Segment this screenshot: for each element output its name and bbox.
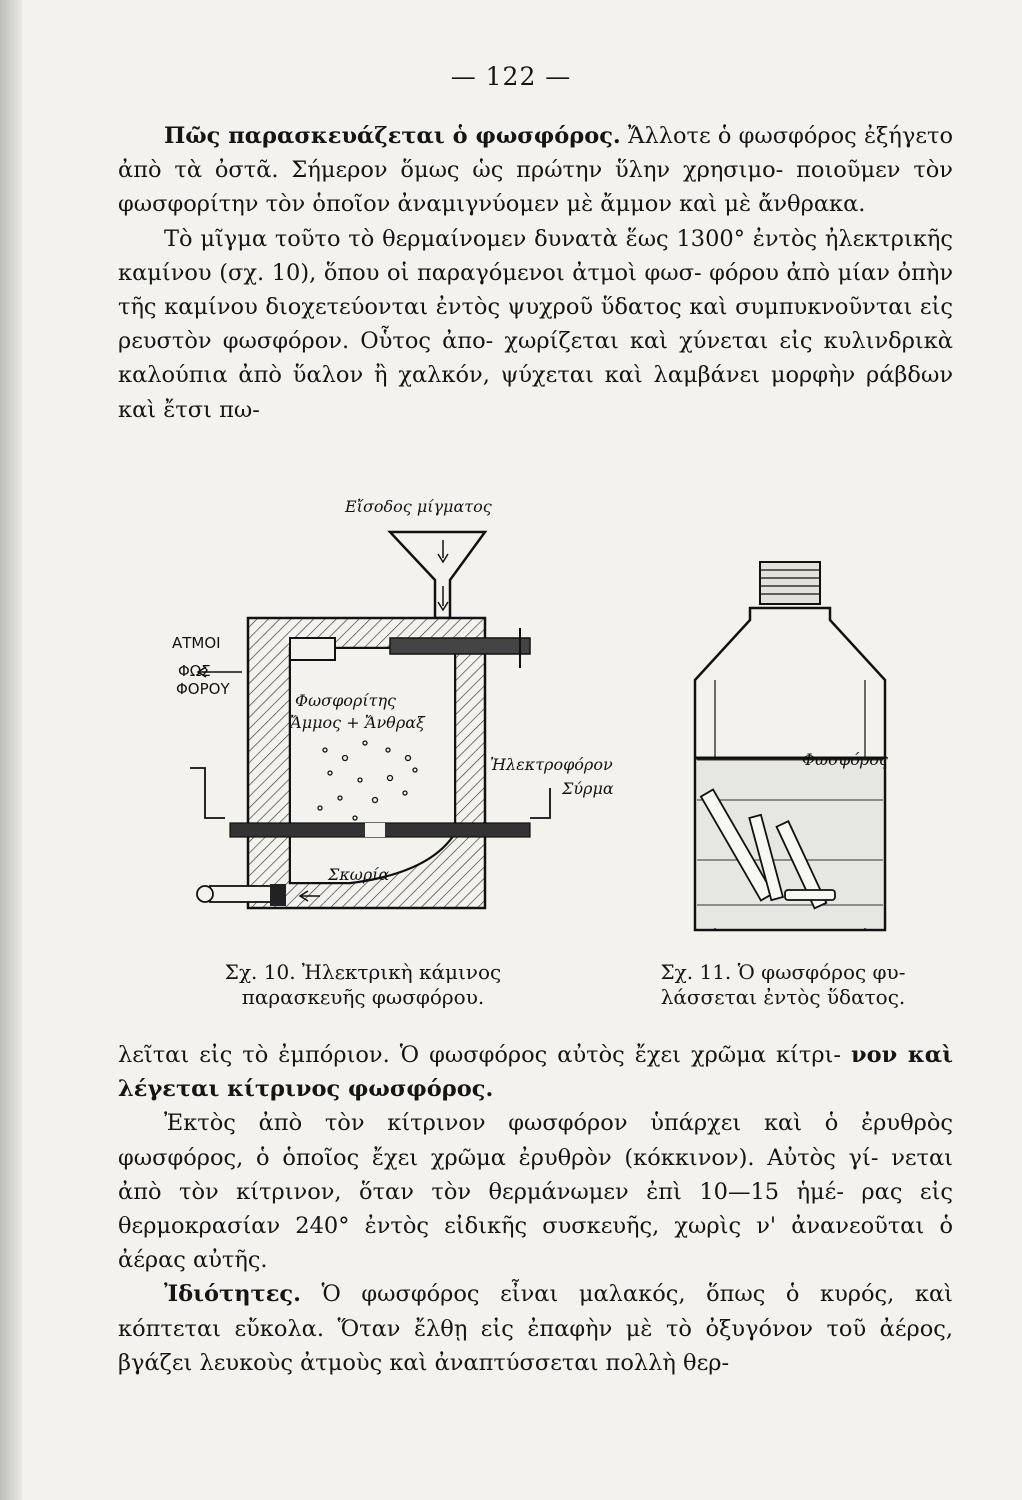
- caption-figure-11: Σχ. 11. Ὁ φωσφόρος φυ- λάσσεται ἐντὸς ὕδατος.: [660, 960, 906, 1009]
- funnel: [390, 532, 485, 618]
- text-block-bottom: [118, 1038, 953, 1380]
- paragraph-heating: Τὸ μῖγμα τοῦτο τὸ θερμαίνομεν δυνατὰ ἕως 1300° ἐντὸς ἠλεκτρικῆς καμίνου (σχ. 10), ὅπου οἱ παραγόμενοι ἀτμοὶ φωσ- φόρου ἀπὸ μίαν ὀπὴν τῆς καμίνου διοχετεύονται ἐντὸς ψυχροῦ ὕδατος καὶ συμπυκνοῦνται εἰς ρευστὸν φωσφόρον. Οὗτος ἀπο- χωρίζεται καὶ χύνεται εἰς κυλινδρικὰ καλούπια ἀπὸ ὕαλον ἢ χαλκόν, ψύχεται καὶ λαμβάνει μορφὴν ράβδων καὶ ἔτσι πω-: [118, 225, 954, 423]
- section-heading-properties: Ἰδιότητες.: [164, 1281, 301, 1308]
- paragraph-yellow-phosphorus: λεῖται εἰς τὸ ἐμπόριον. Ὁ φωσφόρος αὐτὸς ἔχει χρῶμα κίτρι- νον καὶ λέγεται κίτρινος φωσφόρος.: [118, 1042, 953, 1103]
- figure-11-phosphorus-in-water: [690, 560, 920, 945]
- paragraph-preparation: Πῶς παρασκευάζεται ὁ φωσφόρος. Ἄλλοτε ὁ φωσφόρος ἐξήγετο ἀπὸ τὰ ὀστᾶ. Σήμερον ὅμως ὡς πρώτην ὕλην χρησιμο- ποιοῦμεν τὸν φωσφορίτην τὸν ὁποῖον ἀναμιγνύομεν μὲ ἄμμον καὶ μὲ ἄνθρακα.: [118, 123, 953, 218]
- label-phosphorus: Φωσφόρος: [802, 750, 888, 769]
- text-block-top: [118, 119, 953, 427]
- label-vapor-1: ΑΤΜΟΙ: [172, 634, 221, 652]
- label-charge-2: Ἄμμος + Ἄνθραξ: [290, 713, 425, 732]
- caption-figure-10: Σχ. 10. Ἠλεκτρικὴ κάμινος παρασκευῆς φωσφόρου.: [224, 960, 502, 1009]
- label-electrode-2: Σύρμα: [562, 779, 614, 798]
- label-electrode-1: Ἠλεκτροφόρον: [490, 755, 613, 774]
- jar-cap: [760, 562, 820, 604]
- label-vapor-3: ΦΟΡΟΥ: [176, 680, 230, 698]
- label-inlet: Εἴσοδος μίγματος: [345, 497, 492, 516]
- paragraph-red-phosphorus: Ἐκτὸς ἀπὸ τὸν κίτρινον φωσφόρον ὑπάρχει καὶ ὁ ἐρυθρὸς φωσφόρος, ὁ ὁποῖος ἔχει χρῶμα ἐρυθρὸν (κόκκινον). Αὐτὸς γί- νεται ἀπὸ τὸν κίτρινον, ὅταν τὸν θερμάνωμεν ἐπὶ 10—15 ἡμέ- ρας εἰς θερμοκρασίαν 240° ἐντὸς εἰδικῆς συσκευῆς, χωρὶς ν' ἀνανεοῦται ὁ ἀέρας αὐτῆς.: [118, 1110, 953, 1274]
- figure-10-electric-furnace: [150, 488, 670, 938]
- paragraph-properties: Ἰδιότητες. Ὁ φωσφόρος εἶναι μαλακός, ὅπως ὁ κυρός, καὶ κόπτεται εὔκολα. Ὅταν ἔλθῃ εἰς ἐπαφὴν μὲ τὸ ὀξυγόνον τοῦ ἀέρος, βγάζει λευκοὺς ἀτμοὺς καὶ ἀναπτύσσεται πολλὴ θερ-: [118, 1281, 953, 1376]
- screw-feeder: [390, 638, 530, 654]
- page-number: — 122 —: [450, 62, 572, 91]
- label-charge-1: Φωσφορίτης: [295, 691, 396, 710]
- tap-hole: [210, 886, 275, 902]
- page-spine-shadow: [0, 0, 22, 1500]
- section-heading-preparation: Πῶς παρασκευάζεται ὁ φωσφόρος.: [164, 123, 621, 149]
- label-vapor-2: ΦΩΣ: [178, 662, 211, 680]
- label-slag: Σκωρία: [328, 865, 390, 884]
